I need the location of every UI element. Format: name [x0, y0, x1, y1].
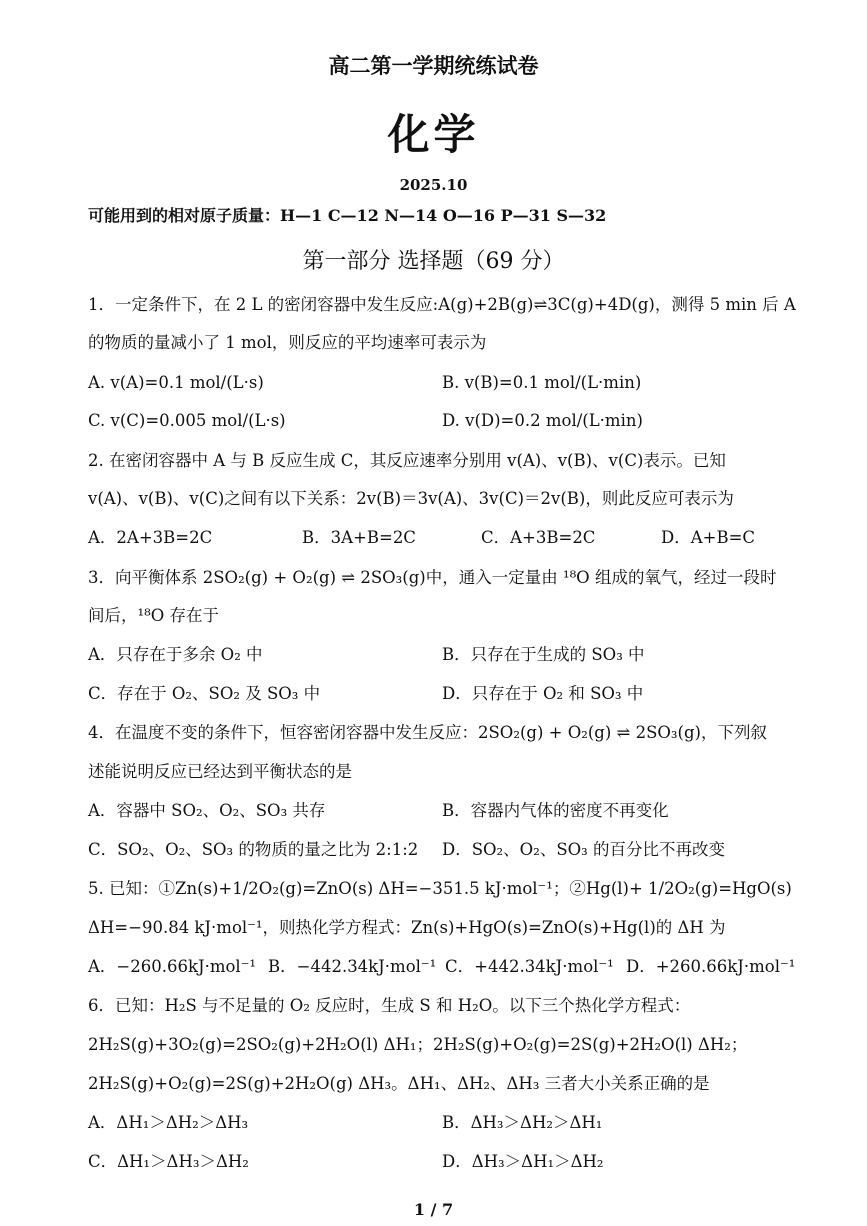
- subject-title: 化学: [387, 110, 480, 159]
- exam-date: 2025.10: [399, 176, 468, 194]
- q1-option-a: A. v(A)=0.1 mol/(L·s): [88, 373, 264, 392]
- q3-option-a: A．只存在于多余 O₂ 中: [88, 645, 263, 664]
- q4-option-a: A．容器中 SO₂、O₂、SO₃ 共存: [88, 801, 326, 820]
- exam-title: 高二第一学期统练试卷: [328, 54, 539, 78]
- q3-stem-line-1: 3．向平衡体系 2SO₂(g) + O₂(g) ⇌ 2SO₃(g)中，通入一定量由 ¹⁸O 组成的氧气，经过一段时: [88, 568, 777, 587]
- q1-stem-line-1: 1．一定条件下，在 2 L 的密闭容器中发生反应:A(g)+2B(g)⇌3C(g)+4D(g)，测得 5 min 后 A: [88, 295, 796, 314]
- q2-option-b: B．3A+B=2C: [302, 528, 416, 547]
- q2-stem-line-2: v(A)、v(B)、v(C)之间有以下关系：2v(B)＝3v(A)、3v(C)＝2v(B)，则此反应可表示为: [88, 489, 734, 508]
- section-title: 第一部分 选择题（69 分）: [302, 249, 565, 274]
- q3-option-c: C．存在于 O₂、SO₂ 及 SO₃ 中: [88, 684, 321, 703]
- q6-stem-line-1: 6．已知：H₂S 与不足量的 O₂ 反应时，生成 S 和 H₂O。以下三个热化学方程式：: [88, 996, 691, 1015]
- q2-option-d: D．A+B=C: [661, 528, 756, 547]
- q6-equations-line-1: 2H₂S(g)+3O₂(g)=2SO₂(g)+2H₂O(l) ΔH₁；2H₂S(g)+O₂(g)=2S(g)+2H₂O(l) ΔH₂；: [88, 1035, 748, 1054]
- atomic-masses-note: 可能用到的相对原子质量：H—1 C—12 N—14 O—16 P—31 S—32: [88, 206, 607, 225]
- page-indicator: 1 / 7: [413, 1200, 454, 1219]
- q5-option-c: C．+442.34kJ·mol⁻¹: [445, 957, 614, 976]
- q1-stem-line-2: 的物质的量减小了 1 mol，则反应的平均速率可表示为: [88, 333, 487, 352]
- q6-equations-line-2: 2H₂S(g)+O₂(g)=2S(g)+2H₂O(g) ΔH₃。ΔH₁、ΔH₂、ΔH₃ 三者大小关系正确的是: [88, 1074, 710, 1093]
- q1-option-c: C. v(C)=0.005 mol/(L·s): [88, 411, 286, 430]
- q1-option-b: B. v(B)=0.1 mol/(L·min): [442, 373, 642, 392]
- q5-stem-line-1: 5. 已知：①Zn(s)+1/2O₂(g)=ZnO(s) ΔH=−351.5 kJ·mol⁻¹；②Hg(l)+ 1/2O₂(g)=HgO(s): [88, 879, 792, 898]
- q6-option-b: B．ΔH₃＞ΔH₂＞ΔH₁: [442, 1113, 603, 1132]
- q4-option-b: B．容器内气体的密度不再变化: [442, 801, 669, 820]
- q3-stem-line-2: 间后，¹⁸O 存在于: [88, 606, 220, 625]
- q2-option-c: C．A+3B=2C: [481, 528, 596, 547]
- q5-option-d: D．+260.66kJ·mol⁻¹: [626, 957, 796, 976]
- q3-option-d: D．只存在于 O₂ 和 SO₃ 中: [442, 684, 644, 703]
- q2-stem-line-1: 2. 在密闭容器中 A 与 B 反应生成 C，其反应速率分别用 v(A)、v(B)、v(C)表示。已知: [88, 451, 726, 470]
- q5-option-a: A．−260.66kJ·mol⁻¹: [88, 957, 257, 976]
- q4-option-d: D．SO₂、O₂、SO₃ 的百分比不再改变: [442, 840, 726, 859]
- q6-option-a: A．ΔH₁＞ΔH₂＞ΔH₃: [88, 1113, 249, 1132]
- q6-option-c: C．ΔH₁＞ΔH₃＞ΔH₂: [88, 1152, 249, 1171]
- q1-option-d: D. v(D)=0.2 mol/(L·min): [442, 411, 643, 430]
- q6-option-d: D．ΔH₃＞ΔH₁＞ΔH₂: [442, 1152, 604, 1171]
- q4-stem-line-1: 4．在温度不变的条件下，恒容密闭容器中发生反应：2SO₂(g) + O₂(g) ⇌ 2SO₃(g)，下列叙: [88, 723, 767, 742]
- q5-option-b: B．−442.34kJ·mol⁻¹: [268, 957, 437, 976]
- q4-option-c: C．SO₂、O₂、SO₃ 的物质的量之比为 2:1:2: [88, 840, 419, 859]
- q4-stem-line-2: 述能说明反应已经达到平衡状态的是: [88, 762, 352, 781]
- q3-option-b: B．只存在于生成的 SO₃ 中: [442, 645, 645, 664]
- q2-option-a: A．2A+3B=2C: [88, 528, 213, 547]
- q5-stem-line-2: ΔH=−90.84 kJ·mol⁻¹，则热化学方程式：Zn(s)+HgO(s)=ZnO(s)+Hg(l)的 ΔH 为: [88, 918, 726, 937]
